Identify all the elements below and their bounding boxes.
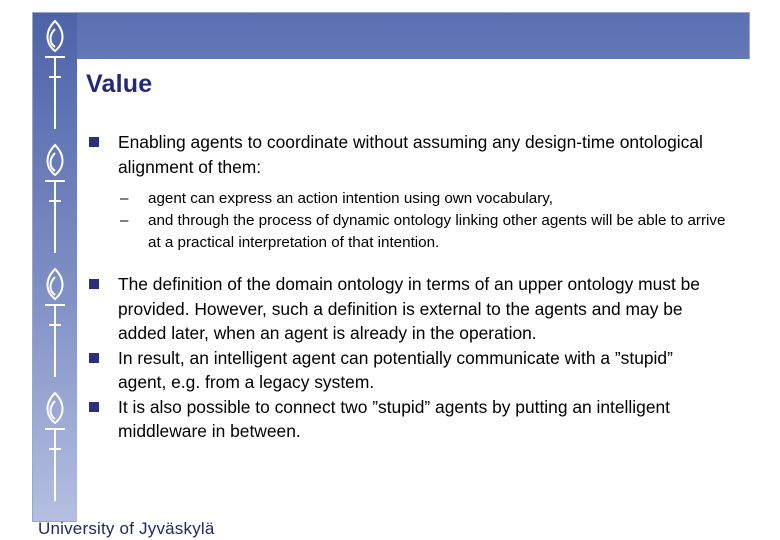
bullet-text: The definition of the domain ontology in terms of an upper ontology must be provided. However, such a definition is external to the agents and may be added later, when an agent is already in the operation. <box>118 274 700 343</box>
sub-item <box>86 188 726 210</box>
torch-ornament-icon <box>37 17 73 135</box>
torch-ornament-icon <box>37 389 73 507</box>
bullet-list-first <box>86 130 726 254</box>
list-item <box>86 272 726 346</box>
torch-ornament-icon <box>37 141 73 259</box>
square-bullet-icon <box>89 402 99 412</box>
list-item <box>86 346 726 395</box>
list-item <box>86 395 726 444</box>
bullet-text: In result, an intelligent agent can potentially communicate with a ”stupid” agent, e.g. from a legacy system. <box>118 347 673 392</box>
sub-item <box>86 210 726 254</box>
square-bullet-icon <box>89 137 99 147</box>
torch-ornament-icon <box>37 265 73 383</box>
list-item <box>86 130 726 179</box>
dash-marker: – <box>120 212 129 229</box>
bullet-text: Enabling agents to coordinate without assuming any design-time ontological alignment of them: <box>118 132 703 177</box>
bullet-text: It is also possible to connect two ”stupid” agents by putting an intelligent middleware in between. <box>118 396 670 441</box>
sub-list <box>86 188 726 254</box>
footer-university: University of Jyväskylä <box>38 519 215 538</box>
square-bullet-icon <box>89 353 99 363</box>
slide-title: Value <box>86 70 153 98</box>
bullet-list-second <box>86 272 726 444</box>
dash-marker: – <box>120 190 129 207</box>
sub-item-text: agent can express an action intention using own vocabulary, <box>148 190 553 207</box>
sub-item-text: and through the process of dynamic ontology linking other agents will be able to arrive at a practical interpretation of that intention. <box>148 212 726 251</box>
ornament-band <box>33 13 77 521</box>
square-bullet-icon <box>89 279 99 289</box>
